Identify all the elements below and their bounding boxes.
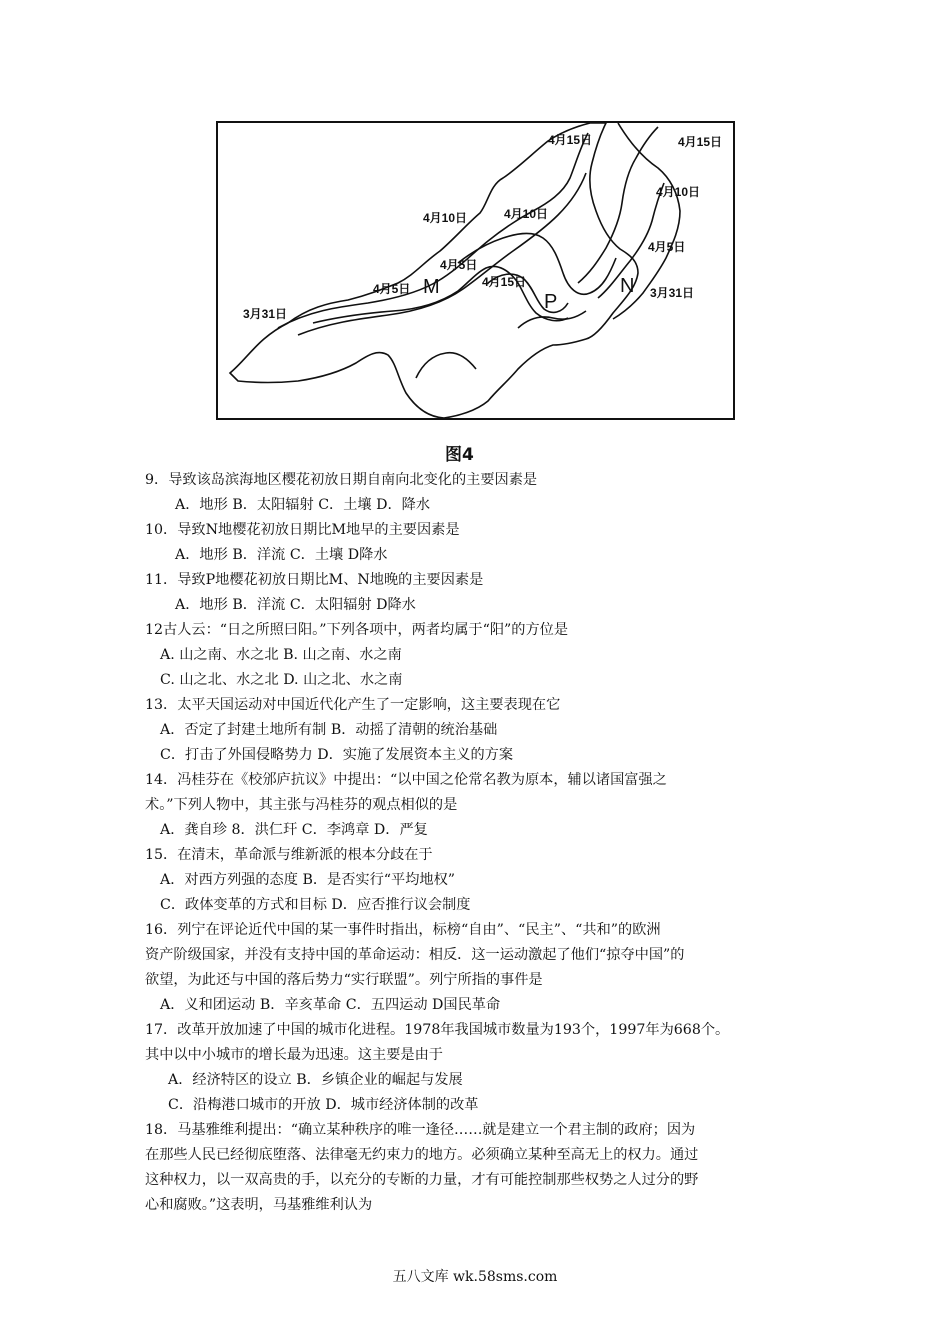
text-line: 这种权力，以一双高贵的手，以充分的专断的力量，才有可能控制那些权势之人过分的野: [145, 1172, 699, 1188]
text-line: 在那些人民已经彻底堕落、法律毫无约束力的地方。必须确立某种至高无上的权力。通过: [145, 1147, 699, 1163]
text-line: C．打击了外国侵略势力 D．实施了发展资本主义的方案: [160, 747, 514, 763]
label-apr5-right: 4月5日: [648, 240, 686, 254]
text-line: A．经济特区的设立 B．乡镇企业的崛起与发展: [168, 1072, 463, 1088]
label-mar31-right: 3月31日: [650, 286, 695, 300]
text-line: 13．太平天国运动对中国近代化产生了一定影响，这主要表现在它: [145, 697, 561, 713]
label-apr10-mid: 4月10日: [504, 207, 549, 221]
label-apr10-right: 4月10日: [656, 185, 701, 199]
label-apr5-left: 4月5日: [440, 258, 478, 272]
text-line: 10．导致N地樱花初放日期比M地早的主要因素是: [145, 522, 460, 538]
text-line: C．政体变革的方式和目标 D．应否推行议会制度: [160, 897, 471, 913]
text-line: A．义和团运动 B．辛亥革命 C．五四运动 D国民革命: [160, 997, 501, 1013]
point-m: M: [423, 276, 440, 298]
label-apr10-left: 4月10日: [423, 211, 468, 225]
text-line: 其中以中小城市的增长最为迅速。这主要是由于: [145, 1047, 443, 1063]
text-line: 12古人云：“日之所照曰阳。”下列各项中，两者均属于“阳”的方位是: [145, 622, 569, 638]
text-line: 资产阶级国家，并没有支持中国的革命运动：相反．这一运动激起了他们“掠夺中国”的: [145, 947, 685, 963]
text-line: C．沿梅港口城市的开放 D．城市经济体制的改革: [168, 1097, 479, 1113]
text-line: A．否定了封建土地所有制 B．动摇了清朝的统治基础: [160, 722, 498, 738]
text-line: C. 山之北、水之北 D. 山之北、水之南: [160, 672, 403, 688]
label-apr15-mid: 4月15日: [482, 275, 527, 289]
text-line: 11．导致P地樱花初放日期比M、N地晚的主要因素是: [145, 572, 484, 588]
point-p: P: [544, 291, 558, 313]
text-line: A．地形 B．洋流 C．太阳辐射 D降水: [175, 597, 416, 613]
text-line: 欲望，为此还与中国的落后势力“实行联盟”。列宁所指的事件是: [145, 972, 543, 988]
text-line: 15．在清末，革命派与维新派的根本分歧在于: [145, 847, 433, 863]
text-line: 心和腐败。”这表明，马基雅维利认为: [145, 1197, 373, 1213]
text-line: 17．改革开放加速了中国的城市化进程。1978年我国城市数量为193个，1997年为668个。: [145, 1022, 730, 1038]
figure-caption: 图4: [445, 445, 474, 465]
text-line: A．地形 B．太阳辐射 C．土壤 D．降水: [175, 497, 431, 513]
label-apr15-top-a: 4月15日: [548, 133, 593, 147]
sakura-bloom-map: [216, 121, 735, 420]
text-line: 术。”下列人物中，其主张与冯桂芬的观点相似的是: [145, 797, 458, 813]
text-line: 14．冯桂芬在《校邠庐抗议》中提出：“以中国之伦常名教为原本，辅以诸国富强之: [145, 772, 667, 788]
text-line: A．龚自珍 8．洪仁玕 C．李鸿章 D．严复: [160, 822, 428, 838]
text-line: 16．列宁在评论近代中国的某一事件时指出，标榜“自由”、“民主”、“共和”的欧洲: [145, 922, 661, 938]
label-apr15-top-b: 4月15日: [678, 135, 723, 149]
text-line: A. 山之南、水之北 B. 山之南、水之南: [160, 647, 402, 663]
text-line: A．对西方列强的态度 B．是否实行“平均地权”: [160, 872, 456, 888]
footer-watermark: 五八文库 wk.58sms.com: [392, 1269, 558, 1285]
text-line: 18．马基雅维利提出：“确立某种秩序的唯一逢径……就是建立一个君主制的政府；因为: [145, 1122, 696, 1138]
text-line: A．地形 B．洋流 C．土壤 D降水: [175, 547, 388, 563]
text-line: 9．导致该岛滨海地区樱花初放日期自南向北变化的主要因素是: [145, 472, 538, 488]
label-mar31-left: 3月31日: [243, 307, 288, 321]
label-apr5-m: 4月5日: [373, 282, 411, 296]
point-n: N: [620, 275, 635, 297]
